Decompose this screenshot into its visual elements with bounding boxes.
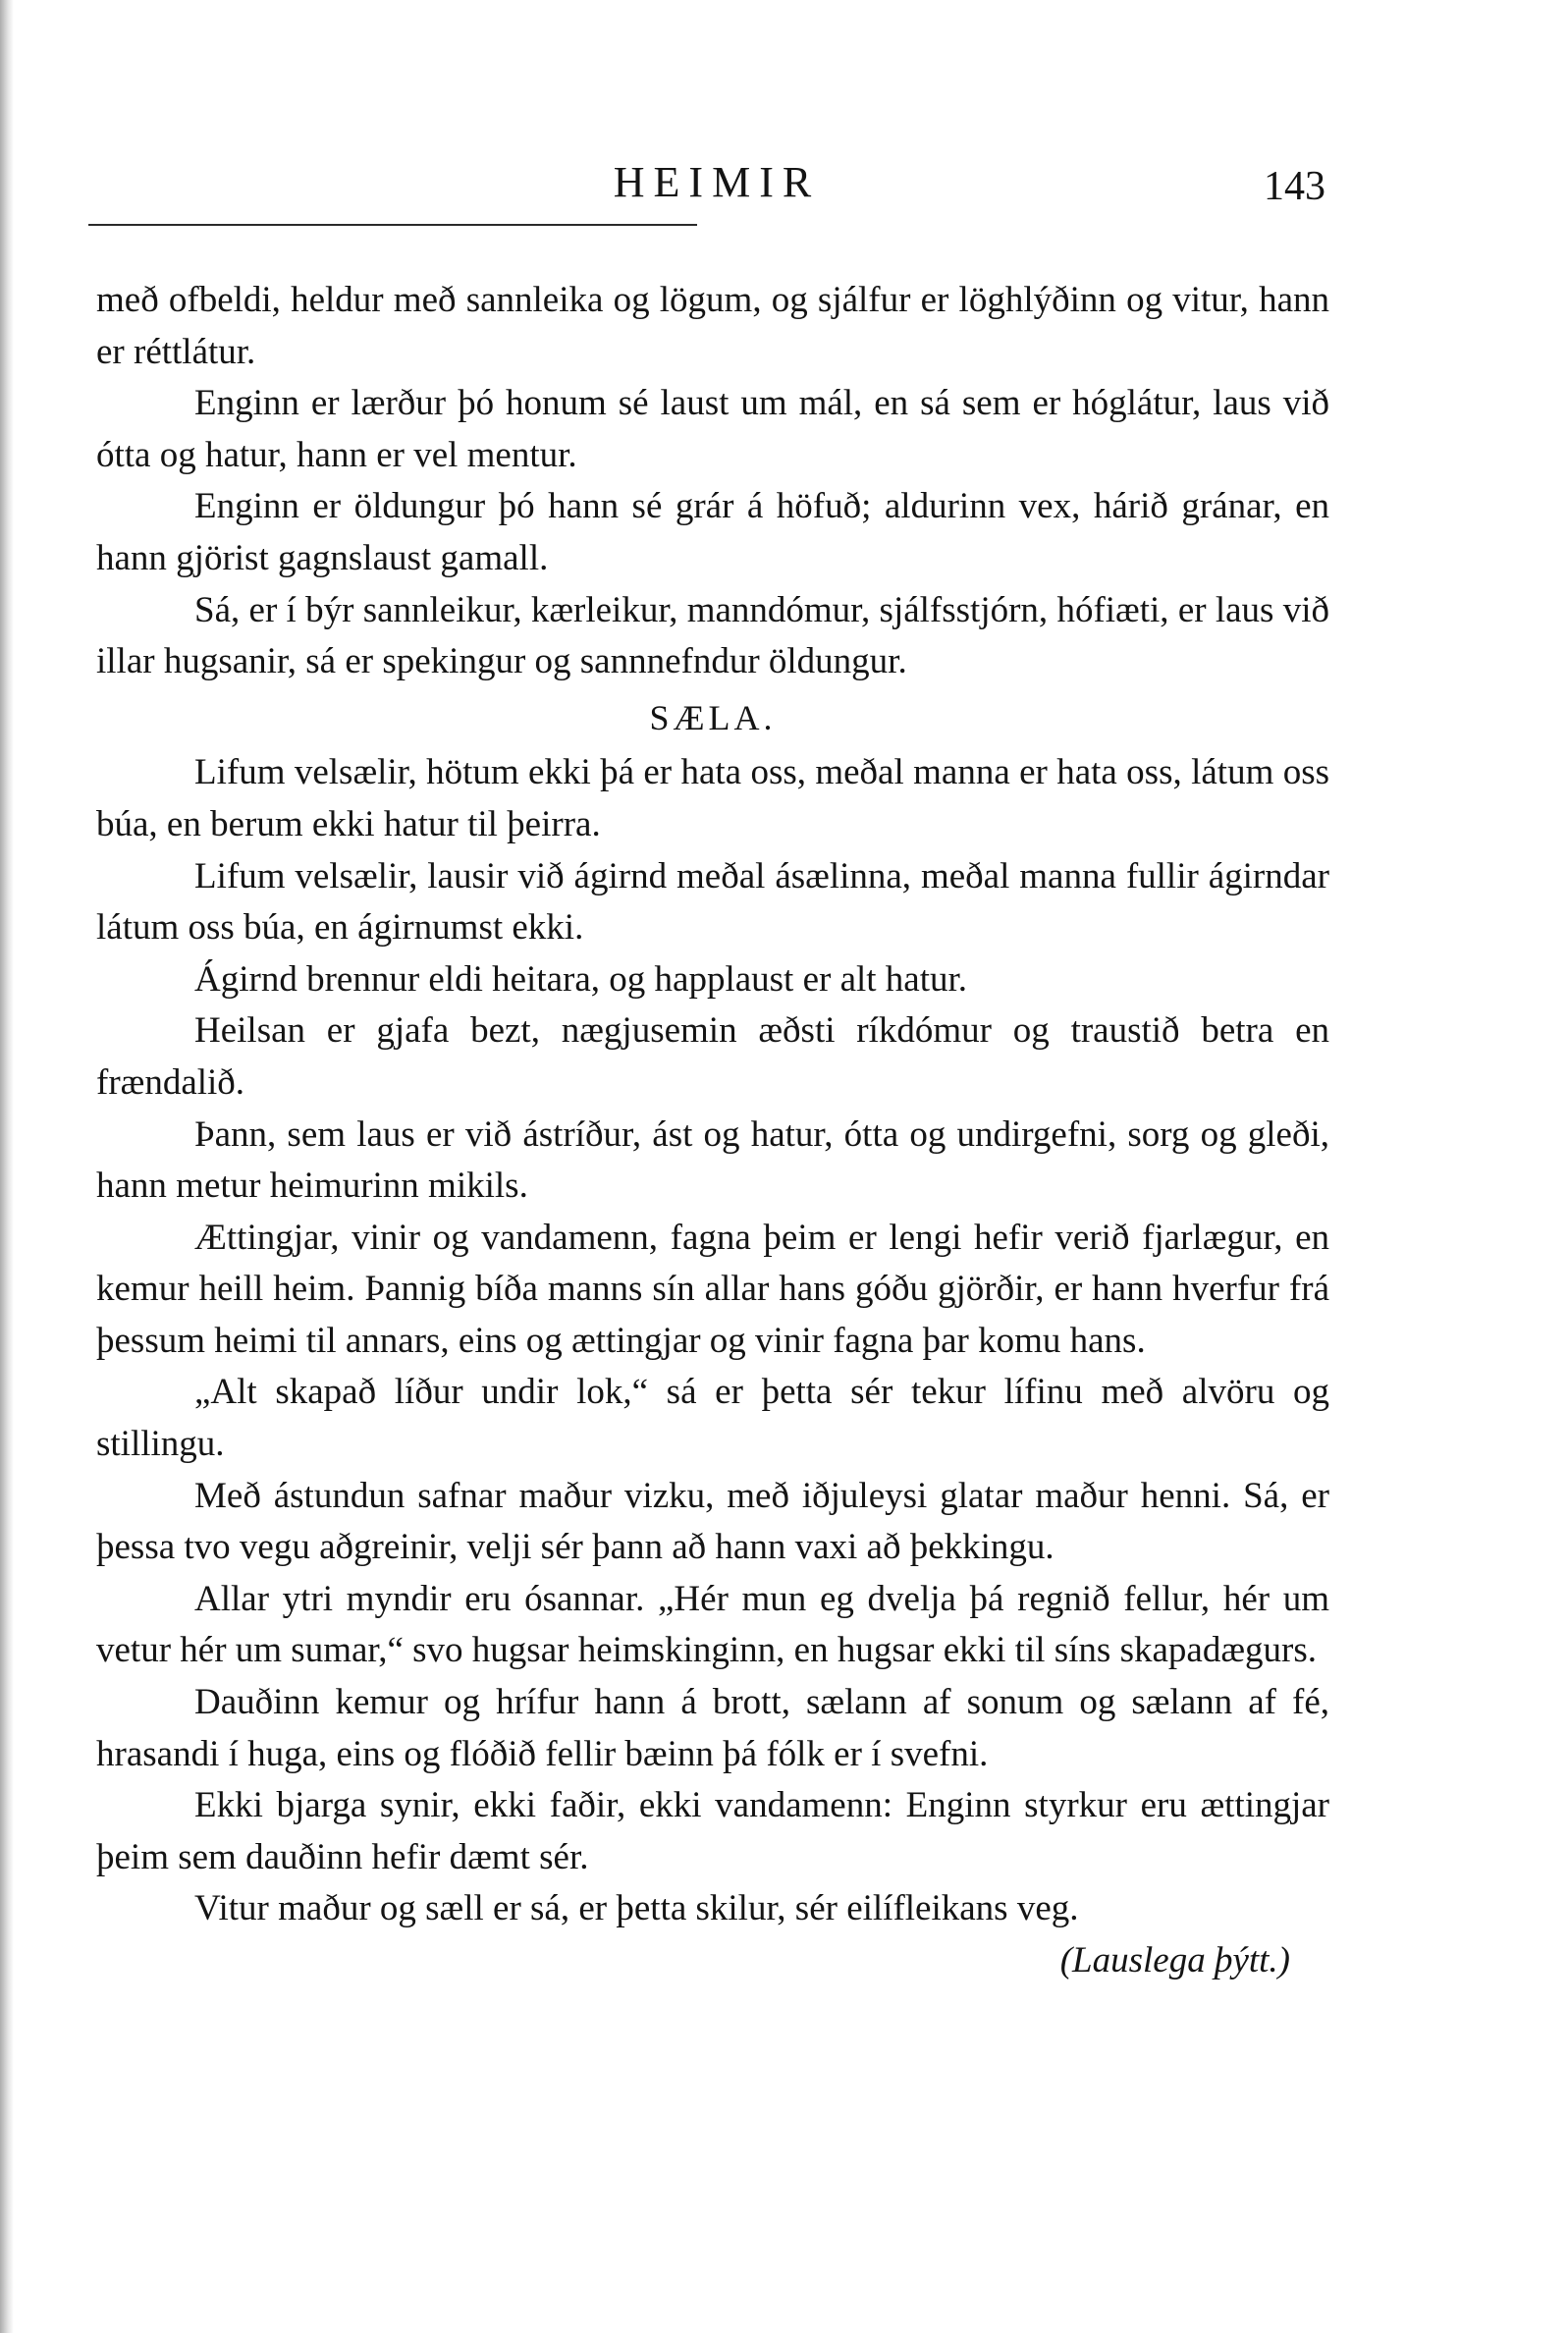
paragraph: Ágirnd brennur eldi heitara, og happlaust er alt hatur. [194, 958, 968, 1000]
page-number: 143 [1264, 164, 1325, 209]
header-rule [88, 224, 697, 226]
paragraph: Enginn er lærður þó honum sé laust um mál, en sá sem er hóglátur, laus við ótta og hatur, hann er vel mentur. [96, 383, 1329, 475]
paragraph: Enginn er öldungur þó hann sé grár á höfuð; aldurinn vex, hárið gránar, en hann gjörist gagnslaust gamall. [96, 486, 1329, 578]
body-text [96, 275, 1329, 1987]
paragraph: Þann, sem laus er við ástríður, ást og hatur, ótta og undirgefni, sorg og gleði, hann metur heimurinn mikils. [96, 1113, 1329, 1207]
paragraph: Ekki bjarga synir, ekki faðir, ekki vandamenn: Enginn styrkur eru ættingjar þeim sem dauðinn hefir dæmt sér. [96, 1785, 1329, 1877]
paragraph: Með ástundun safnar maður vizku, með iðjuleysi glatar maður henni. Sá, er þessa tvo vegu aðgreinir, velji sér þann að hann vaxi að þekkingu. [96, 1475, 1329, 1568]
paragraph: Sá, er í býr sannleikur, kærleikur, manndómur, sjálfsstjórn, hófiæti, er laus við illar hugsanir, sá er spekingur og sannnefndur öldungur. [96, 589, 1329, 682]
attribution-line [96, 1935, 1329, 1987]
final-paragraph-text: Vitur maður og sæll er sá, er þetta skilur, sér eilífleikans veg. [194, 1888, 1079, 1929]
section-heading: SÆLA. [649, 697, 777, 737]
paragraph: Lifum velsælir, hötum ekki þá er hata oss, meðal manna er hata oss, látum oss búa, en berum ekki hatur til þeirra. [96, 752, 1329, 844]
paragraph: með ofbeldi, heldur með sannleika og lögum, og sjálfur er löghlýðinn og vitur, hann er réttlátur. [96, 280, 1329, 372]
paragraph: Lifum velsælir, lausir við ágirnd meðal ásælinna, meðal manna fullir ágirndar látum oss búa, en ágirnumst ekki. [96, 855, 1329, 949]
paragraph: Ættingjar, vinir og vandamenn, fagna þeim er lengi hefir verið fjarlægur, en kemur heill heim. Þannig bíða manns sín allar hans góðu gjörðir, er hann hverfur frá þessum heimi til annars, eins og ættingjar og vinir fagna þar komu hans. [96, 1217, 1329, 1361]
paragraph: Dauðinn kemur og hrífur hann á brott, sælann af sonum og sælann af fé, hrasandi í huga, eins og flóðið fellir bæinn þá fólk er í svefni. [96, 1682, 1329, 1774]
page-edge-shadow [0, 0, 14, 2333]
running-title: HEIMIR [613, 158, 821, 206]
paragraph: Allar ytri myndir eru ósannar. „Hér mun eg dvelja þá regnið fellur, hér um vetur hér um sumar,“ svo hugsar heimskinginn, en hugsar ekki til síns skapadægurs. [96, 1578, 1329, 1671]
final-paragraph [96, 1883, 1329, 1935]
attribution: (Lauslega þýtt.) [1059, 1940, 1290, 1980]
paragraph: „Alt skapað líður undir lok,“ sá er þetta sér tekur lífinu með alvöru og stillingu. [96, 1372, 1329, 1465]
paragraph: Heilsan er gjafa bezt, nægjusemin æðsti ríkdómur og traustið betra en frændalið. [96, 1010, 1329, 1103]
running-header [88, 157, 1345, 226]
